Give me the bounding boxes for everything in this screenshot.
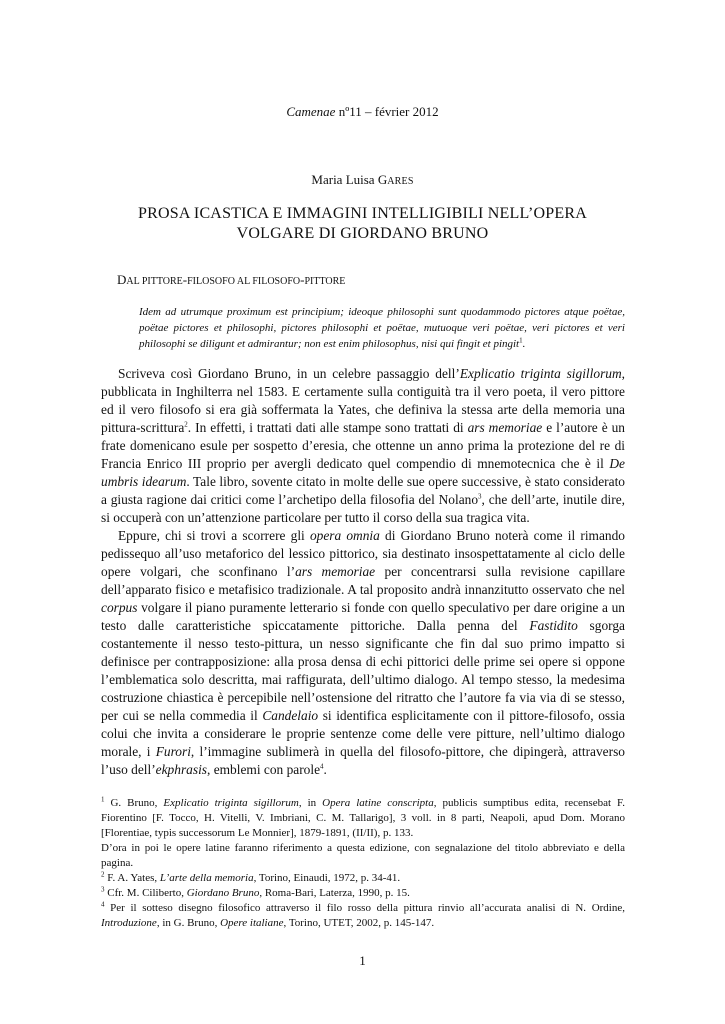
footnote-4: $^4$ Per il sotteso disegno filosofico attraverso il filo rosso della pittura rinvio all’accurata analisi di N. Ordine, Introduzione, in G. Bruno, Opere italiane, Torino, UTET, 2002, p. 145-147. [101, 900, 625, 929]
footnote-ref-1: 1 [519, 336, 523, 345]
footnote-1: $^1$ G. Bruno, Explicatio triginta sigillorum, in Opera latine conscripta, publicis sumptibus edita, recensebat F. Fiorentino [F. Tocco, H. Vitelli, V. Imbriani, C. M. Tallarigo], 3 voll. in 8 parti, Neapoli, apud Dom. Morano [Florentiae, typis successorum Le Monnier], 1879-1891, (II/II), p. 133. [101, 795, 625, 839]
footnote-1-continued: D’ora in poi le opere latine faranno riferimento a questa edizione, con segnalazione del titolo abbreviato e della pagina. [101, 842, 625, 869]
footnote-2: $^2$ F. A. Yates, L’arte della memoria, Torino, Einaudi, 1972, p. 34-41. [101, 870, 401, 884]
journal-issue: nº11 – février 2012 [335, 104, 439, 119]
body-text [101, 365, 625, 779]
journal-name: Camenae [286, 104, 336, 119]
section-heading: DAL PITTORE-FILOSOFO AL FILOSOFO-PITTORE [117, 272, 346, 287]
paper-title [100, 204, 625, 244]
page-number: 1 [359, 953, 366, 968]
footnotes [101, 796, 625, 931]
footnote-ref-4: 4 [320, 762, 324, 771]
footnote-ref-2: 2 [184, 420, 188, 429]
journal-header [0, 104, 725, 120]
footnote-3: $^3$ Cfr. M. Ciliberto, Giordano Bruno, Roma-Bari, Laterza, 1990, p. 15. [101, 885, 410, 899]
title-line-1: PROSA ICASTICA E IMMAGINI INTELLIGIBILI NELL’OPERA [138, 205, 587, 222]
author-name: Maria Luisa GARES [311, 172, 414, 187]
paragraph-2: Eppure, chi si trovi a scorrere gli opera omnia di Giordano Bruno noterà come il rimando pedissequo all’uso metaforico del lessico pittorico, sia destinato insospettatamente al ciclo delle opere volgari, che sconfinano l’ars memoriae per concentrarsi sulla revisione capillare dell’apparato fisico e metafisico tradizionale. A tal proposito andrà innanzitutto osservato che nel corpus volgare il piano puramente letterario si fonde con quello speculativo per dare origine a un testo dalle caratteristiche spiccatamente pittoriche. Dalla penna del Fastidito sgorga costantemente il nesso testo-pittura, un nesso significante che fin dal suo primo impatto si definisce per contrapposizione: alla prosa densa di echi pittorici delle prime sei opere si oppone l’emblematica solo descritta, mai raffigurata, dell’ultimo dialogo. Al tempo stesso, la medesima costruzione chiastica è percepibile nell’ostensione del ritratto che l’autore fa via via di se stesso, per cui se nella commedia il Candelaio si identifica esplicitamente con il pittore-filosofo, ossia colui che invita a considerare le proprie sentenze come delle vere pitture, nell’ultimo dialogo morale, i Furori, l’immagine sublimerà in quella del filosofo-pittore, che dipingerà, attraverso l’uso dell’ekphrasis, emblemi con parole$^4$. [101, 528, 626, 777]
footnote-ref-3: 3 [478, 492, 482, 501]
paragraph-1: Scriveva così Giordano Bruno, in un celebre passaggio dell’Explicatio triginta sigillorum, pubblicata in Inghilterra nel 1583. E certamente sulla contiguità tra il vero poeta, il vero pittore ed il vero filosofo si era già soffermata la Yates, che definiva la stessa arte della memoria una pittura-scrittura$^2$. In effetti, i trattati dati alle stampe sono trattati di ars memoriae e l’autore è un frate domenicano esule per sospetto d’eresia, che ottenne un anno prima la protezione del re di Francia Enrico III proprio per avergli dedicato quel compendio di mnemotecnica che è il De umbris idearum. Tale libro, sovente citato in molte delle sue opere successive, è stato considerato a giusta ragione dai critici come l’archetipo della filosofia del Nolano$^3$, che dell’arte, inutile dire, si occuperà con un’attenzione particolare per tutto il corso della sua tragica vita. [101, 366, 626, 525]
title-line-2: VOLGARE DI GIORDANO BRUNO [236, 225, 489, 242]
epigraph-quote: Idem ad utrumque proximum est principium; ideoque philosophi sunt quodammodo pictores atque poëtae, poëtae pictores et philosophi, pictores philosophi et poëtae, mutuoque veri poëtae, veri pictores et veri philosophi se diligunt et admirantur; non est enim philosophus, nisi qui fingit et pingit$^1$. [139, 306, 625, 350]
